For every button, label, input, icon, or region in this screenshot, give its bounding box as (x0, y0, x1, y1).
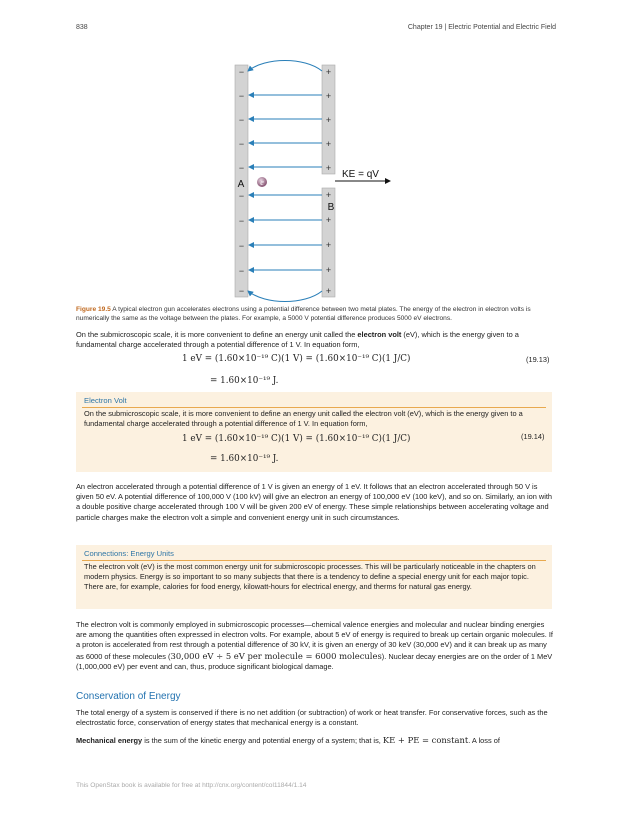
equation-number-19-13: (19.13) (526, 355, 550, 364)
plate-b-label: B (327, 202, 335, 213)
minus-sign: − (238, 67, 245, 77)
ke-label: KE = qV (342, 169, 379, 180)
equation-19-14-line2: = 1.60×10⁻¹⁹ J. (210, 454, 279, 464)
minus-sign: − (238, 241, 245, 251)
electron-volt-box (76, 392, 552, 472)
minus-sign: − (238, 191, 245, 201)
term-mechanical-energy: Mechanical energy (76, 736, 143, 745)
para3-before: The electron volt is commonly employed in submicroscopic processes—chemical valence energies and molecular and nuclear binding energies are among the quantities often expressed in electron volts. For example, about 5 eV of energy is required to break up certain organic molecules. If a proton is accelerated from rest through a potential difference of 30 kV, it is given an energy of 30 keV (30,000 eV) and it can break up as many as 6000 of these molecules ( (76, 620, 553, 661)
minus-sign: − (238, 91, 245, 101)
plus-sign: + (325, 139, 332, 149)
minus-sign: − (238, 216, 245, 226)
page-number: 838 (76, 24, 88, 31)
section-title-conservation-of-energy: Conservation of Energy (76, 691, 181, 702)
box-title-connections: Connections: Energy Units (84, 549, 174, 558)
equation-number-19-14: (19.14) (521, 432, 545, 441)
plus-sign: + (325, 265, 332, 275)
paragraph-electron-volt (76, 330, 554, 350)
box-text-electron-volt: On the submicroscopic scale, it is more convenient to define an energy unit called the electron volt (eV), which is the energy given to a fundamental charge accelerated through a potential difference of 1 V. In equation form, (84, 409, 523, 429)
para5-after: . A loss of (468, 736, 500, 745)
connections-box (76, 545, 552, 609)
box-title-electron-volt: Electron Volt (84, 396, 127, 405)
figure-label: Figure 19.5 (76, 306, 111, 313)
figure-caption (76, 305, 554, 323)
para1-before: On the submicroscopic scale, it is more convenient to define an energy unit called the (76, 330, 358, 339)
plate-a-label: A (237, 179, 245, 190)
box-rule (82, 560, 546, 561)
plus-sign: + (325, 163, 332, 173)
plus-sign: + (325, 67, 332, 77)
para1-after: (eV), which is the energy given to a fundamental charge accelerated through a potential difference of 1 V. In equation form, (76, 330, 519, 350)
paragraph-total-energy: The total energy of a system is conserved if there is no net addition (or subtraction) of work or heat transfer. For conservative forces, such as the electrostatic force, conservation of energy states that mechanical energy is a constant. (76, 708, 548, 728)
paragraph-accelerated-electron: An electron accelerated through a potential difference of 1 V is given an energy of 1 eV. It follows that an electron accelerated through 50 V is given 50 eV. A potential difference of 100,000 V (100 kV) will give an electron an energy of 100,000 eV (100 keV), and so on. Similarly, an ion with a double positive charge accelerated through 100 V will be given 200 eV of energy. These simple relationships between accelerating voltage and particle charges make the electron volt a simple and convenient energy unit in such circumstances. (76, 482, 553, 522)
para3-after: ). Nuclear decay energies are on the order of 1 MeV (1,000,000 eV) per event and can, thus, produce significant biological damage. (76, 651, 553, 671)
molecules-math: 30,000 eV ÷ 5 eV per molecule = 6000 molecules (170, 650, 382, 661)
plus-sign: + (325, 286, 332, 296)
caption-text: A typical electron gun accelerates electrons using a potential difference between two metal plates. The energy of the electron in electron volts is numerically the same as the voltage between the plates. For example, a 5000 V potential difference produces 5000 eV electrons. (76, 306, 531, 322)
box-rule (82, 407, 546, 408)
equation-19-13-line1: 1 eV = (1.60×10⁻¹⁹ C)(1 V) = (1.60×10⁻¹⁹ C)(1 J/C) (182, 354, 411, 364)
footer-availability: This OpenStax book is available for free at http://cnx.org/content/col11844/1.14 (76, 782, 307, 789)
plus-sign: + (325, 215, 332, 225)
equation-19-14-line1: 1 eV = (1.60×10⁻¹⁹ C)(1 V) = (1.60×10⁻¹⁹ C)(1 J/C) (182, 434, 411, 444)
plus-sign: + (325, 91, 332, 101)
term-electron-volt: electron volt (357, 330, 402, 339)
minus-sign: − (238, 139, 245, 149)
paragraph-submicroscopic-processes (76, 620, 554, 672)
ke-pe-math: KE + PE = constant (382, 735, 469, 745)
box-text-connections: The electron volt (eV) is the most common energy unit for submicroscopic processes. This will be particularly noticeable in the chapters on modern physics. Energy is so important to so many subjects that there is a tendency to define a special energy unit for each major topic. There are, for example, calories for food energy, kilowatt-hours for electrical energy, and therms for natural gas energy. (84, 562, 536, 592)
electron-label: e (260, 178, 264, 187)
para5-before: is the sum of the kinetic energy and potential energy of a system; that is, (142, 736, 383, 745)
plus-sign: + (325, 190, 332, 200)
electron-gun-figure (225, 55, 405, 307)
equation-19-13-line2: = 1.60×10⁻¹⁹ J. (210, 376, 279, 386)
minus-sign: − (238, 115, 245, 125)
paragraph-mechanical-energy (76, 735, 554, 746)
minus-sign: − (238, 266, 245, 276)
chapter-header: Chapter 19 | Electric Potential and Electric Field (407, 24, 556, 31)
plus-sign: + (325, 115, 332, 125)
minus-sign: − (238, 163, 245, 173)
plus-sign: + (325, 240, 332, 250)
minus-sign: − (238, 286, 245, 296)
